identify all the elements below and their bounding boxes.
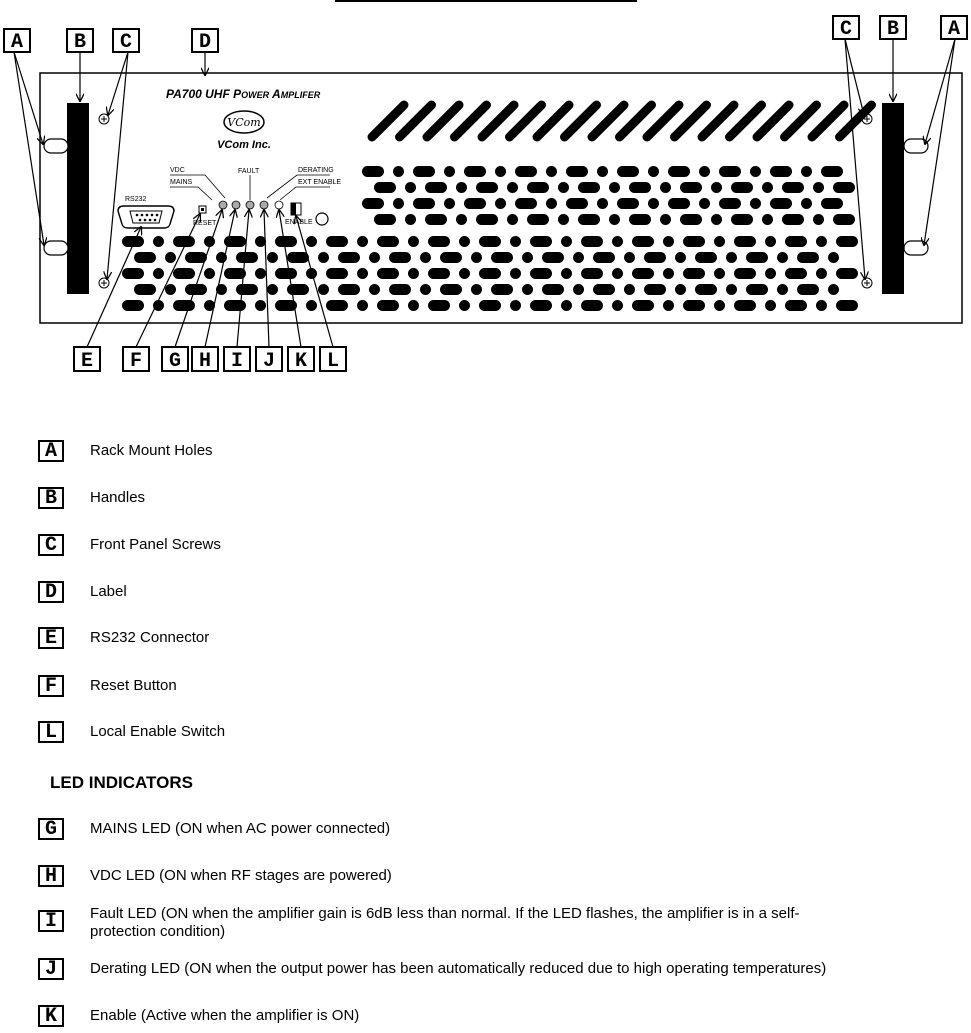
vent-hole [267, 252, 278, 263]
vent-hole [816, 236, 827, 247]
callout-b-right-text: B [886, 18, 900, 41]
vent-hole [785, 236, 807, 247]
vent-hole [510, 268, 521, 279]
vent-hole [644, 284, 666, 295]
vent-hole [425, 182, 447, 193]
vent-hole [566, 166, 588, 177]
vent-hole [456, 182, 467, 193]
vent-hole [750, 198, 761, 209]
vent-hole [612, 268, 623, 279]
vent-hole [267, 284, 278, 295]
vent-hole [695, 252, 717, 263]
led-enable [275, 201, 283, 209]
vent-hole [369, 252, 380, 263]
label-fault: FAULT [238, 168, 260, 175]
panel-title: PA700 UHF POWER AMPLIFER [166, 87, 321, 101]
vent-hole [828, 284, 839, 295]
vent-hole [153, 268, 164, 279]
vent-hole [440, 284, 462, 295]
vent-hole [632, 300, 654, 311]
vent-hole [510, 300, 521, 311]
legend-letter: F [38, 675, 64, 697]
legend-letter: K [38, 1005, 64, 1027]
vent-hole [836, 268, 858, 279]
vent-hole [731, 214, 753, 225]
vent-hole [357, 236, 368, 247]
vent-hole [836, 300, 858, 311]
label-mains: MAINS [170, 179, 193, 186]
vent-hole [507, 214, 518, 225]
legend-text: Enable (Active when the amplifier is ON) [90, 1007, 360, 1024]
vent-hole [413, 198, 435, 209]
vent-hole [683, 236, 705, 247]
vent-hole [770, 198, 792, 209]
vent-hole [393, 166, 404, 177]
label-ext-enable: EXT ENABLE [298, 179, 342, 186]
callout-d-text: D [198, 31, 212, 54]
vent-hole [660, 182, 671, 193]
vent-hole [204, 268, 215, 279]
vent-hole [801, 166, 812, 177]
vent-hole [714, 236, 725, 247]
vent-hole [833, 182, 855, 193]
legend-text: Fault LED (ON when the amplifier gain is 6dB less than normal. If the LED flashes, the amplifier is in a self-protection condition) [90, 905, 800, 940]
screw-left-top-icon [99, 114, 109, 124]
vent-hole [797, 252, 819, 263]
vent-hole [581, 268, 603, 279]
vent-hole [428, 300, 450, 311]
vent-hole [597, 198, 608, 209]
vent-hole [362, 198, 384, 209]
vent-hole [515, 198, 537, 209]
screw-right-bottom-icon [862, 278, 872, 288]
vent-hole [680, 182, 702, 193]
vent-hole [491, 284, 513, 295]
vent-hole [471, 284, 482, 295]
vent-hole [326, 268, 348, 279]
callout-a-right-text: A [947, 18, 961, 41]
vent-hole [255, 236, 266, 247]
vent-hole [173, 236, 195, 247]
vent-hole [561, 300, 572, 311]
vent-hole [711, 182, 722, 193]
led-derating [260, 201, 268, 209]
vent-hole [632, 268, 654, 279]
vent-hole [558, 214, 569, 225]
vent-hole [420, 284, 431, 295]
vent-hole [617, 198, 639, 209]
callout-i-text: I [230, 350, 244, 373]
vent-hole [731, 182, 753, 193]
vent-hole [629, 214, 651, 225]
vent-hole [660, 214, 671, 225]
vent-hole [476, 214, 498, 225]
screw-left-bottom-icon [99, 278, 109, 288]
amplifier-front-panel-diagram [0, 0, 971, 400]
led-fault [246, 201, 254, 209]
vent-hole [479, 236, 501, 247]
vent-hole [624, 284, 635, 295]
vent-hole [522, 284, 533, 295]
vent-hole [719, 166, 741, 177]
vent-hole [801, 198, 812, 209]
vent-hole [663, 236, 674, 247]
vent-hole [275, 236, 297, 247]
vent-hole [393, 198, 404, 209]
legend-text: Label [90, 583, 127, 600]
vent-hole [405, 214, 416, 225]
vent-hole [726, 284, 737, 295]
vent-hole [782, 182, 804, 193]
legend-text: Front Panel Screws [90, 536, 221, 553]
vent-hole [413, 166, 435, 177]
vent-hole [122, 300, 144, 311]
vent-hole [374, 182, 396, 193]
vent-hole [777, 284, 788, 295]
legend-letter: G [38, 818, 64, 840]
vent-hole [510, 236, 521, 247]
vent-hole [444, 166, 455, 177]
vent-hole [734, 268, 756, 279]
vent-hole [522, 252, 533, 263]
vent-hole [326, 236, 348, 247]
vent-hole [593, 284, 615, 295]
vent-hole [440, 252, 462, 263]
vent-hole [507, 182, 518, 193]
vent-hole [762, 214, 773, 225]
vent-hole [648, 166, 659, 177]
vent-hole [821, 198, 843, 209]
vent-hole [581, 300, 603, 311]
vent-hole [762, 182, 773, 193]
vent-hole [644, 252, 666, 263]
vent-hole [612, 236, 623, 247]
vent-hole [668, 198, 690, 209]
callout-l-text: L [326, 350, 340, 373]
vent-hole [750, 166, 761, 177]
callout-k-text: K [294, 350, 308, 373]
callout-j-text: J [262, 350, 276, 373]
vent-hole [275, 268, 297, 279]
vent-hole [695, 284, 717, 295]
legend-letter: E [38, 627, 64, 649]
legend-letter: L [38, 721, 64, 743]
vent-hole [609, 214, 620, 225]
vent-hole [833, 214, 855, 225]
vent-hole [153, 236, 164, 247]
vent-hole [770, 166, 792, 177]
legend-text: Reset Button [90, 677, 177, 694]
vent-hole [357, 300, 368, 311]
vent-hole [338, 252, 360, 263]
vent-hole [459, 236, 470, 247]
vent-hole [515, 166, 537, 177]
vent-hole [464, 198, 486, 209]
vent-hole [374, 214, 396, 225]
vent-hole [456, 214, 467, 225]
vent-hole [699, 166, 710, 177]
vent-hole [224, 300, 246, 311]
vent-hole [578, 214, 600, 225]
vent-hole [420, 252, 431, 263]
vent-hole [714, 300, 725, 311]
vent-hole [612, 300, 623, 311]
vent-hole [765, 300, 776, 311]
callout-f-text: F [129, 350, 143, 373]
legend-text: Local Enable Switch [90, 723, 226, 740]
vent-hole [597, 166, 608, 177]
vent-hole [491, 252, 513, 263]
vent-hole [255, 268, 266, 279]
vent-hole [495, 166, 506, 177]
vent-hole [338, 284, 360, 295]
callout-g-text: G [168, 350, 182, 373]
vent-hole [683, 268, 705, 279]
callout-c-right-text: C [839, 18, 853, 41]
vent-hole [530, 300, 552, 311]
legend-letter: C [38, 534, 64, 556]
vent-hole [377, 300, 399, 311]
vent-hole [785, 268, 807, 279]
handle-right [882, 103, 904, 294]
vent-hole [362, 166, 384, 177]
led-vdc [232, 201, 240, 209]
vent-hole [726, 252, 737, 263]
vent-hole [173, 300, 195, 311]
vent-hole [777, 252, 788, 263]
vent-hole [785, 300, 807, 311]
label-vdc: VDC [170, 167, 185, 174]
vent-hole [408, 236, 419, 247]
vent-hole [255, 300, 266, 311]
vent-hole [714, 268, 725, 279]
vent-hole [821, 166, 843, 177]
vent-hole [459, 268, 470, 279]
logo-text: VCom [227, 116, 261, 129]
legend-text: MAINS LED (ON when AC power connected) [90, 820, 391, 837]
vent-hole [711, 214, 722, 225]
legend-text: VDC LED (ON when RF stages are powered) [90, 867, 392, 884]
vent-hole [287, 252, 309, 263]
vent-hole [629, 182, 651, 193]
legend-text: Handles [90, 489, 146, 506]
vent-hole [765, 268, 776, 279]
vent-hole [134, 284, 156, 295]
callout-a-left-text: A [10, 31, 24, 54]
enable-knob [316, 213, 328, 225]
vent-hole [326, 300, 348, 311]
vent-hole [444, 198, 455, 209]
vent-hole [609, 182, 620, 193]
vent-hole [318, 252, 329, 263]
vent-hole [173, 268, 195, 279]
rack-hole-left-bottom [44, 241, 68, 255]
label-reset: RESET [193, 220, 217, 227]
logo-company: VCom Inc. [217, 139, 271, 151]
vent-hole [542, 252, 564, 263]
callout-h-text: H [198, 350, 212, 373]
vent-hole [527, 182, 549, 193]
vent-hole [683, 300, 705, 311]
vent-hole [428, 268, 450, 279]
vent-hole [734, 300, 756, 311]
vent-hole [648, 198, 659, 209]
vent-hole [542, 284, 564, 295]
vent-hole [318, 284, 329, 295]
vent-hole [495, 198, 506, 209]
led-mains [219, 201, 227, 209]
vent-hole [134, 252, 156, 263]
vent-hole [680, 214, 702, 225]
vent-hole [581, 236, 603, 247]
vent-hole [746, 284, 768, 295]
vent-hole [471, 252, 482, 263]
vent-hole [476, 182, 498, 193]
legend-letter: J [38, 958, 64, 980]
vent-hole [377, 236, 399, 247]
vent-hole [561, 268, 572, 279]
vent-hole [765, 236, 776, 247]
callout-c-left-text: C [119, 31, 133, 54]
vent-hole [165, 284, 176, 295]
vent-hole [734, 236, 756, 247]
vent-hole [668, 166, 690, 177]
vent-hole [405, 182, 416, 193]
led-indicators-heading: LED INDICATORS [50, 773, 193, 792]
rack-hole-right-top [904, 139, 928, 153]
vent-hole [675, 252, 686, 263]
label-derating: DERATING [298, 167, 334, 174]
vent-hole [428, 236, 450, 247]
vent-hole [287, 284, 309, 295]
vent-hole [699, 198, 710, 209]
rack-hole-left-top [44, 139, 68, 153]
legend-letter: D [38, 581, 64, 603]
vent-hole [530, 236, 552, 247]
vent-hole [813, 214, 824, 225]
vent-hole [573, 252, 584, 263]
label-rs232: RS232 [125, 196, 147, 203]
vent-hole [527, 214, 549, 225]
legend-text: Derating LED (ON when the output power has been automatically reduced due to high operating temperatures) [90, 960, 827, 977]
vent-hole [122, 268, 144, 279]
vent-hole [617, 166, 639, 177]
vent-hole [558, 182, 569, 193]
vent-hole [408, 300, 419, 311]
vent-hole [389, 252, 411, 263]
legend-letter: I [38, 910, 64, 932]
vent-hole [306, 300, 317, 311]
vent-hole [377, 268, 399, 279]
vent-hole [306, 236, 317, 247]
vent-hole [236, 284, 258, 295]
vent-hole [816, 268, 827, 279]
vent-hole [459, 300, 470, 311]
vent-hole [782, 214, 804, 225]
legend-letter: A [38, 440, 64, 462]
legend-text: Rack Mount Holes [90, 442, 213, 459]
vent-hole [663, 268, 674, 279]
vent-hole [479, 268, 501, 279]
callout-b-left-text: B [73, 31, 87, 54]
handle-left [67, 103, 89, 294]
vent-hole [357, 268, 368, 279]
vent-hole [546, 198, 557, 209]
vent-hole [530, 268, 552, 279]
legend-letter: B [38, 487, 64, 509]
callout-e-text: E [80, 350, 94, 373]
vent-hole [836, 236, 858, 247]
vent-hole [408, 268, 419, 279]
vent-hole [369, 284, 380, 295]
legend-letter: H [38, 865, 64, 887]
vent-hole [828, 252, 839, 263]
vent-hole [593, 252, 615, 263]
vent-hole [719, 198, 741, 209]
vent-hole [624, 252, 635, 263]
vent-hole [813, 182, 824, 193]
vent-hole [185, 252, 207, 263]
vent-hole [236, 252, 258, 263]
vent-hole [425, 214, 447, 225]
vent-hole [675, 284, 686, 295]
vent-hole [573, 284, 584, 295]
vent-hole [663, 300, 674, 311]
vent-hole [797, 284, 819, 295]
vent-hole [746, 252, 768, 263]
vent-hole [816, 300, 827, 311]
label-enable: ENABLE [285, 219, 313, 226]
rs232-connector [118, 206, 174, 228]
vent-hole [464, 166, 486, 177]
vent-hole [546, 166, 557, 177]
vent-hole [389, 284, 411, 295]
vent-hole [479, 300, 501, 311]
vent-hole [578, 182, 600, 193]
legend-text: RS232 Connector [90, 629, 210, 646]
vent-hole [165, 252, 176, 263]
vent-hole [561, 236, 572, 247]
vent-hole [632, 236, 654, 247]
vent-hole [566, 198, 588, 209]
